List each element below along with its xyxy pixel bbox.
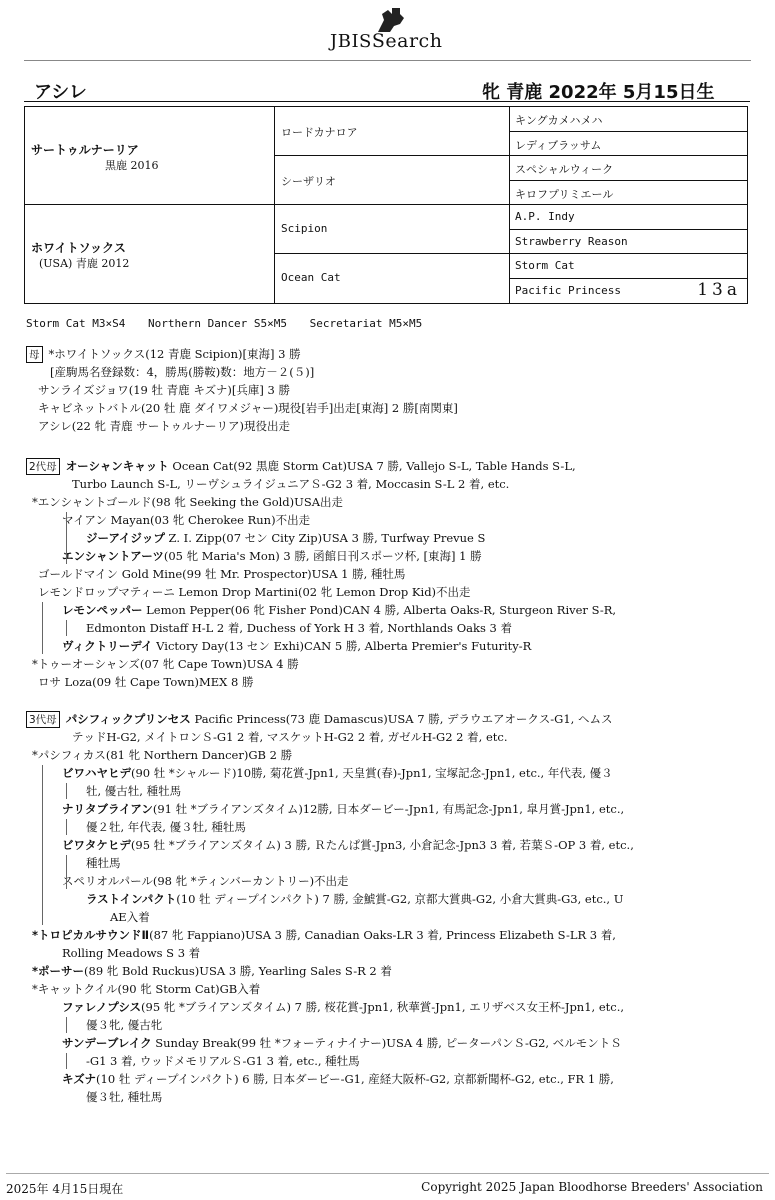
tree-connector [66,855,67,889]
g2-line: エンシャントアーツ(05 牝 Maria's Mon) 3 勝, 函館日刊スポーツ杯, [東海] 1 勝 [62,549,482,563]
g3-ancestor-1[interactable]: キングカメハメハ [515,114,603,127]
section-badge-g2: 2代母 [26,458,60,475]
cross-item: Secretariat M5×M5 [309,317,423,330]
g2-line: マイアン Mayan(03 牝 Cherokee Run)不出走 [62,513,311,527]
pedigree-dam-sire-cell [275,205,510,254]
tree-connector [66,819,67,835]
title-divider [24,101,750,102]
g3-line: 3代母 パシフィックプリンセス Pacific Princess(73 鹿 Damascus)USA 7 勝, デラウエアオークス-G1, ヘムス [26,711,613,728]
horse-name: アシレ [34,82,87,103]
pedigree-dam-dam-cell [275,254,510,303]
dam-line: 母 *ホワイトソックス(12 青鹿 Scipion)[東海] 3 勝 [26,346,301,363]
g3-line: ビワハヤヒデ(90 牡 *シャルード)10勝, 菊花賞-Jpn1, 天皇賞(春)-Jpn1, 宝塚記念-Jpn1, etc., 年代表, 優３ [62,766,613,780]
g2-line: Edmonton Distaff H-L 2 着, Duchess of York H 3 着, Northlands Oaks 3 着 [86,621,513,635]
tree-connector [66,620,67,636]
inbreeding-crosses [26,317,438,330]
pedigree-g3-cell [510,254,747,279]
g3-ancestor-2[interactable]: レディブラッサム [515,138,602,152]
sire-sire-name[interactable]: ロードカナロア [281,126,358,139]
pedigree-g3-cell [510,132,747,157]
pedigree-sire-cell [25,107,275,205]
g3-line: テッドH-G2, メイトロンＳ-G1 2 着, マスケットH-G2 2 着, ガゼルH-G2 2 着, etc. [72,730,508,744]
section-badge-g3: 3代母 [26,711,60,728]
tree-connector [42,765,43,925]
footer-divider [6,1173,769,1174]
dam-line: [産駒馬名登録数：4，勝馬(勝鞍)数：地方－２(５)] [50,365,315,379]
sire-name[interactable]: サートゥルナーリア [31,143,139,157]
pedigree-g3-cell [510,107,747,132]
pedigree-g3-cell [510,181,747,206]
pedigree-g3-cell [510,205,747,230]
g2-line: ジーアイジップ Z. I. Zipp(07 セン City Zip)USA 3 勝, Turfway Prevue S [86,531,486,545]
g2-line: Turbo Launch S-L, リーヴシュライジュニアＳ-G2 3 着, Moccasin S-L 2 着, etc. [72,477,510,491]
pedigree-sire-dam-cell [275,156,510,205]
g2-line: ヴィクトリーデイ Victory Day(13 セン Exhi)CAN 5 勝, Alberta Premier's Futurity-R [62,639,532,653]
g2-line: ロサ Loza(09 牡 Cape Town)MEX 8 勝 [38,675,254,689]
section-badge-dam: 母 [26,346,43,363]
sire-dam-name[interactable]: シーザリオ [281,175,336,188]
tree-connector [66,783,67,799]
g3-line: *ポーサー(89 牝 Bold Ruckus)USA 3 勝, Yearling Sales S-R 2 着 [32,964,392,978]
g3-ancestor-4[interactable]: キロフプリミエール [515,187,614,201]
g3-line: ラストインパクト(10 牡 ディープインパクト) 7 勝, 金鯱賞-G2, 京都大賞典-G2, 小倉大賞典-G3, etc., U [86,892,624,906]
dam-line: アシレ(22 牝 青鹿 サートゥルナーリア)現役出走 [38,419,291,433]
g3-ancestor-8[interactable]: Pacific Princess [515,283,621,297]
g3-line: 優３牝, 優古牝 [86,1018,163,1032]
tree-connector [66,1053,67,1069]
footer-copyright: Copyright 2025 Japan Bloodhorse Breeders' Association [421,1180,763,1194]
g2-line: レモンペッパー Lemon Pepper(06 牝 Fisher Pond)CAN 4 勝, Alberta Oaks-R, Sturgeon River S-R, [62,603,617,617]
header-divider [24,60,751,61]
g3-line: 種牡馬 [86,856,121,870]
g3-line: キズナ(10 牡 ディープインパクト) 6 勝, 日本ダービー-G1, 産経大阪杯-G2, 京都新聞杯-G2, etc., FR 1 勝, [62,1072,614,1086]
dam-details: (USA) 青鹿 2012 [39,257,130,270]
cross-item: Northern Dancer S5×M5 [147,317,288,330]
g2-line: *トゥーオーシャンズ(07 牝 Cape Town)USA 4 勝 [32,657,299,671]
g3-ancestor-7[interactable]: Storm Cat [515,259,575,272]
family-number: 13a [697,279,741,300]
g3-line: 牡, 優古牡, 種牡馬 [86,784,182,798]
dam-sire-name[interactable]: Scipion [281,222,328,235]
site-header [0,0,775,64]
footer-date: 2025年 4月15日現在 [6,1182,124,1196]
g2-line: *エンシャントゴールド(98 牝 Seeking the Gold)USA出走 [32,495,344,509]
tree-connector [42,602,43,654]
g3-line: 優２牡, 年代表, 優３牡, 種牡馬 [86,820,246,834]
g2-line: レモンドロップマティーニ Lemon Drop Martini(02 牝 Lemon Drop Kid)不出走 [38,585,471,599]
pedigree-g3-cell [510,230,747,255]
sire-details: 黒鹿 2016 [105,159,159,172]
g3-ancestor-3[interactable]: スペシャルウィーク [515,163,614,176]
g3-line: *キャットクイル(90 牝 Storm Cat)GB入着 [32,982,261,996]
dam-line: キャビネットバトル(20 牡 鹿 ダイワメジャー)現役[岩手]出走[東海] 2 勝[南関東] [38,401,458,415]
pedigree-dam-cell [25,205,275,303]
tree-connector [66,1017,67,1033]
pedigree-sire-sire-cell [275,107,510,156]
pedigree-g3-cell [510,156,747,181]
horse-info: 牝 青鹿 2022年 5月15日生 [482,82,715,103]
dam-line: サンライズジョワ(19 牡 青鹿 キズナ)[兵庫] 3 勝 [38,383,290,397]
cross-item: Storm Cat M3×S4 [26,317,126,330]
brand-logo[interactable]: JBISSearch [330,30,443,52]
pedigree-table [24,106,748,304]
g3-ancestor-5[interactable]: A.P. Indy [515,210,575,223]
g3-line: Rolling Meadows S 3 着 [62,946,201,960]
g3-line: *トロピカルサウンドⅡ(87 牝 Fappiano)USA 3 勝, Canadian Oaks-LR 3 着, Princess Elizabeth S-LR 3 着, [32,928,616,942]
pedigree-g3-cell [510,279,747,304]
g3-line: AE入着 [110,910,150,924]
g2-line: 2代母 オーシャンキャット Ocean Cat(92 黒鹿 Storm Cat)USA 7 勝, Vallejo S-L, Table Hands S-L, [26,458,576,475]
g2-line: ゴールドマイン Gold Mine(99 牡 Mr. Prospector)USA 1 勝, 種牡馬 [38,567,406,581]
tree-connector [66,512,67,564]
g3-line: ファレノプシス(95 牝 *ブライアンズタイム) 7 勝, 桜花賞-Jpn1, 秋華賞-Jpn1, エリザベス女王杯-Jpn1, etc., [62,1000,625,1014]
dam-dam-name[interactable]: Ocean Cat [281,271,341,284]
g3-line: ビワタケヒデ(95 牡 *ブライアンズタイム) 3 勝, Ｒたんぱ賞-Jpn3, 小倉記念-Jpn3 3 着, 若葉Ｓ-OP 3 着, etc., [62,838,634,852]
g3-line: サンデーブレイク Sunday Break(99 牡 *フォーティナイナー)USA 4 勝, ピーターパンＳ-G2, ベルモントＳ [62,1036,622,1050]
g3-line: 優３牡, 種牡馬 [86,1090,163,1104]
g3-line: *パシフィカス(81 牝 Northern Dancer)GB 2 勝 [32,748,293,762]
g3-line: ナリタブライアン(91 牡 *ブライアンズタイム)12勝, 日本ダービー-Jpn1, 有馬記念-Jpn1, 皐月賞-Jpn1, etc., [62,802,625,816]
g3-ancestor-6[interactable]: Strawberry Reason [515,234,628,248]
g3-line: スペリオルパール(98 牝 *ティンバーカントリー)不出走 [62,874,349,888]
g3-line: -G1 3 着, ウッドメモリアルＳ-G1 3 着, etc., 種牡馬 [86,1054,360,1068]
dam-name[interactable]: ホワイトソックス [31,241,126,255]
